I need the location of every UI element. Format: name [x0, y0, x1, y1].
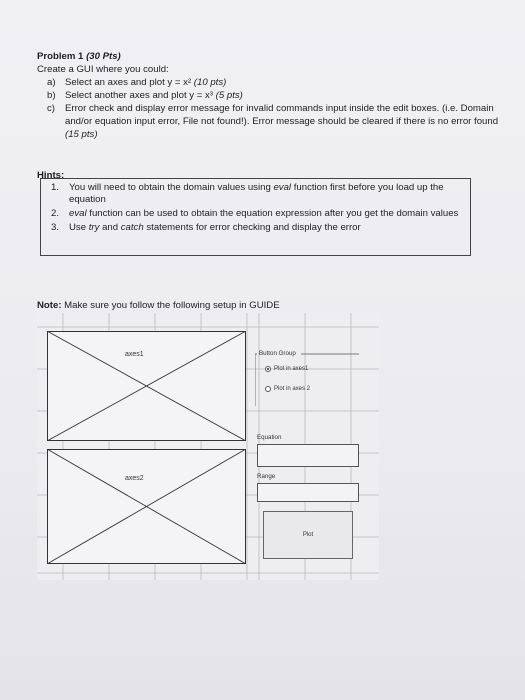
hints-list — [41, 182, 470, 234]
note-line — [37, 300, 280, 311]
axes1-placeholder — [47, 331, 246, 441]
hint-emphasis: try — [88, 222, 100, 233]
problem-parts — [37, 76, 507, 141]
hint-number: 2. — [51, 208, 60, 219]
button-group-frame — [255, 350, 359, 406]
problem-number: Problem 1 — [37, 51, 84, 62]
problem-title — [37, 50, 507, 63]
part-points: (5 pts) — [215, 90, 243, 101]
equation-edit-box[interactable] — [257, 444, 359, 467]
radio-plot-axes2[interactable] — [265, 386, 310, 392]
radio-plot-axes1[interactable] — [265, 366, 308, 372]
part-text: Select another axes and plot y = x³ — [65, 90, 213, 101]
plot-button[interactable] — [263, 511, 353, 559]
part-points: (15 pts) — [65, 129, 98, 140]
hint-emphasis: eval — [69, 208, 87, 219]
range-edit-box[interactable] — [257, 483, 359, 502]
equation-label: Equation — [257, 434, 282, 441]
hint-text: function first before you load up the equation — [69, 182, 444, 205]
guide-layout-figure — [37, 313, 379, 580]
part-label: b) — [47, 90, 56, 101]
hint-text: Use — [69, 222, 89, 233]
axes1-label: axes1 — [125, 351, 144, 358]
axes2-frame — [47, 449, 246, 564]
problem-intro: Create a GUI where you could: — [37, 64, 169, 75]
part-b — [37, 89, 507, 102]
hints-title: Hints: — [37, 170, 65, 181]
part-text: Error check and display error message for invalid commands input inside the edit boxes. (i.e. Domain and/or equation input error, File not found!). Error message should be cleared if there is no error found — [65, 103, 499, 127]
hint-item — [41, 182, 470, 206]
hints-box — [40, 178, 471, 256]
hint-text: function can be used to obtain the equation expression after you get the domain values — [86, 208, 459, 219]
part-c — [37, 102, 507, 141]
range-label: Range — [257, 473, 276, 480]
hint-number: 1. — [51, 182, 60, 193]
hint-text: statements for error checking and display the error — [143, 222, 361, 233]
radio-label: Plot in axes1 — [274, 366, 309, 372]
button-group-panel — [255, 350, 359, 406]
problem-points: (30 Pts) — [86, 51, 121, 62]
problem-section — [37, 50, 507, 141]
part-label: c) — [47, 103, 55, 114]
axes2-placeholder — [47, 449, 246, 564]
axes1-frame — [47, 331, 246, 441]
hint-number: 3. — [51, 222, 60, 233]
hint-emphasis: catch — [120, 222, 144, 233]
note-text: Make sure you follow the following setup in GUIDE — [61, 300, 280, 311]
part-points: (10 pts) — [193, 77, 227, 88]
radio-unselected-icon — [265, 386, 271, 392]
hint-text: You will need to obtain the domain values using — [69, 182, 274, 193]
plot-button-label: Plot — [302, 532, 314, 538]
hint-emphasis: eval — [273, 182, 292, 193]
part-text: Select an axes and plot y = x² — [65, 77, 192, 88]
note-label: Note: — [37, 300, 62, 311]
part-a — [37, 76, 507, 89]
button-group-title: Button Group — [259, 350, 296, 357]
axes2-label: axes2 — [125, 475, 144, 482]
hint-item — [41, 208, 470, 220]
hint-text: and — [99, 222, 121, 233]
hint-item — [41, 222, 470, 234]
part-label: a) — [47, 77, 56, 88]
radio-label: Plot in axes 2 — [274, 386, 311, 392]
radio-selected-icon — [265, 366, 271, 372]
